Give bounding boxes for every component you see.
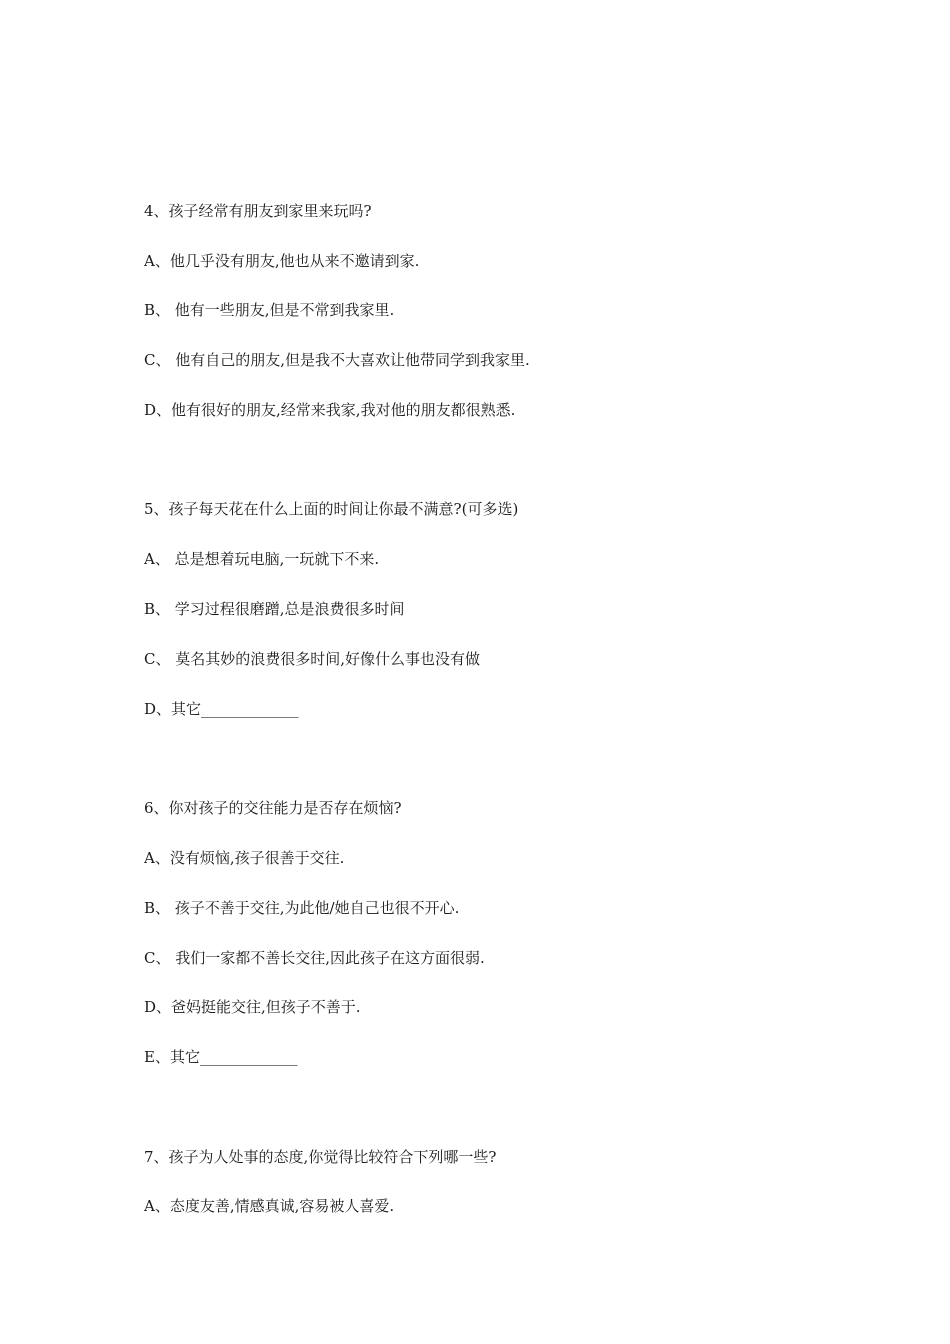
- question-4-option-d: D、他有很好的朋友,经常来我家,我对他的朋友都很熟悉.: [144, 401, 516, 419]
- question-4-option-c: C、 他有自己的朋友,但是我不大喜欢让他带同学到我家里.: [144, 351, 530, 369]
- question-4-option-b: B、 他有一些朋友,但是不常到我家里.: [144, 301, 395, 319]
- question-4-text: 4、孩子经常有朋友到家里来玩吗?: [144, 202, 372, 220]
- question-6-option-e: E、其它_____________: [144, 1048, 298, 1066]
- question-6-option-c: C、 我们一家都不善长交往,因此孩子在这方面很弱.: [144, 949, 485, 967]
- question-5-option-c: C、 莫名其妙的浪费很多时间,好像什么事也没有做: [144, 650, 481, 668]
- question-5-option-a: A、 总是想着玩电脑,一玩就下不来.: [144, 550, 380, 568]
- question-5-option-d: D、其它_____________: [144, 700, 299, 718]
- question-5-text: 5、孩子每天花在什么上面的时间让你最不满意?(可多选): [144, 500, 519, 518]
- question-6-option-a: A、没有烦恼,孩子很善于交往.: [144, 849, 345, 867]
- question-5-option-b: B、 学习过程很磨蹭,总是浪费很多时间: [144, 600, 405, 618]
- question-6-option-b: B、 孩子不善于交往,为此他/她自己也很不开心.: [144, 899, 460, 917]
- question-6-text: 6、你对孩子的交往能力是否存在烦恼?: [144, 799, 402, 817]
- question-7-option-a: A、态度友善,情感真诚,容易被人喜爱.: [144, 1197, 395, 1215]
- question-6-option-d: D、爸妈挺能交往,但孩子不善于.: [144, 998, 361, 1016]
- question-7-text: 7、孩子为人处事的态度,你觉得比较符合下列哪一些?: [144, 1148, 497, 1166]
- question-4-option-a: A、他几乎没有朋友,他也从来不邀请到家.: [144, 252, 420, 270]
